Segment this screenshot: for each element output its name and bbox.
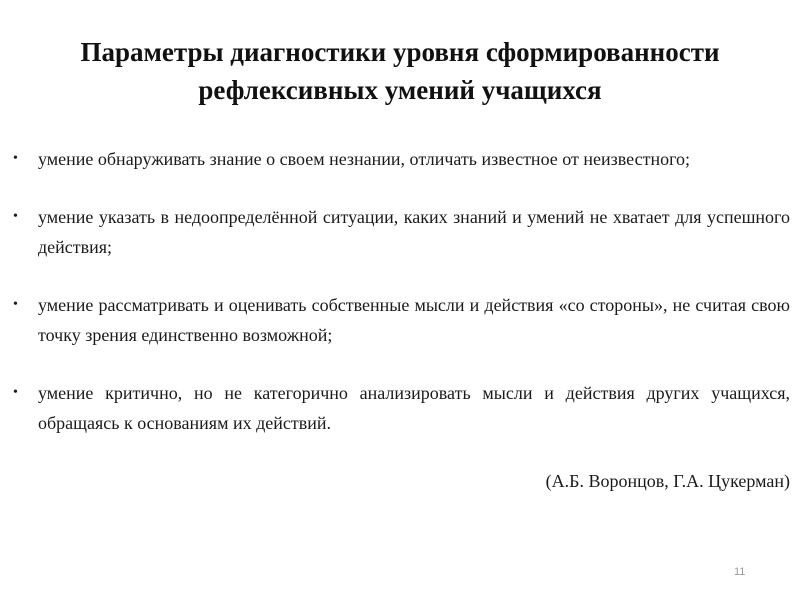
bullet-icon: • [13,297,18,312]
list-item [0,290,800,350]
attribution: (А.Б. Воронцов, Г.А. Цукерман) [545,471,790,491]
list-item-text: умение указать в недоопределённой ситуации, каких знаний и умений не хватает для успешного действия; [38,207,790,257]
list-item-text: умение обнаруживать знание о своем незнании, отличать известное от неизвестного; [38,149,691,169]
title-line-1: Параметры диагностики уровня сформированности [80,37,720,67]
list-item [0,202,800,262]
list-item-text: умение рассматривать и оценивать собственные мысли и действия «со стороны», не считая свою точку зрения единственно возможной; [38,295,790,345]
bullet-list [0,144,800,466]
list-item [0,144,800,174]
title-line-2: рефлексивных умений учащихся [198,75,602,105]
bullet-icon: • [13,151,18,166]
list-item-text: умение критично, но не категорично анализировать мысли и действия других учащихся, обращаясь к основаниям их действий. [38,383,790,433]
page-number: 11 [734,566,746,578]
bullet-icon: • [13,209,18,224]
slide-title [20,33,780,109]
bullet-icon: • [13,385,18,400]
list-item [0,378,800,438]
